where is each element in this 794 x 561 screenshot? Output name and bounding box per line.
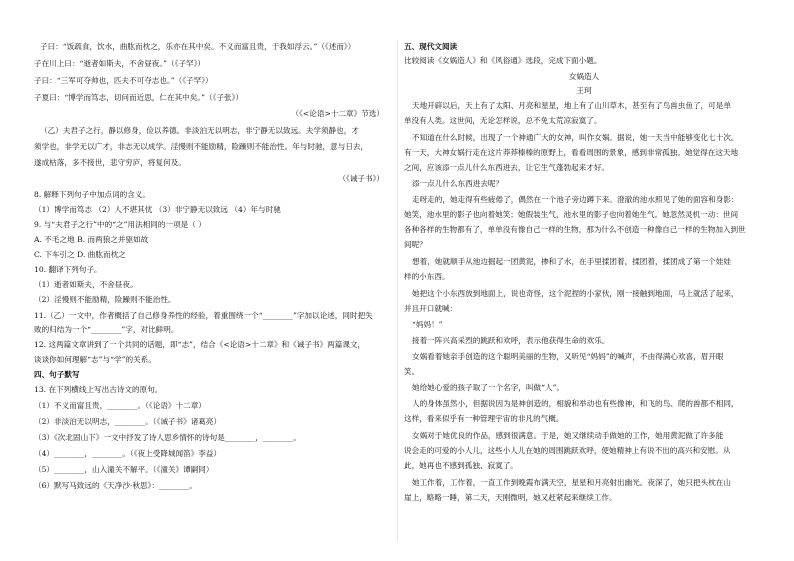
question-13-item: （5）________，山入潼关不解平。（《潼关》谭嗣同）	[34, 465, 214, 474]
question-12: 谈谈你如何理解“志”与“学”的关系。	[34, 355, 156, 364]
passage-line: 子曰：“饭疏食，饮水，曲肱而枕之，乐亦在其中矣。不义而富且贵，于我如浮云。”（《述而》）	[40, 42, 356, 51]
article-line: 不知道在什么时候，出现了一个神通广大的女神，叫作女娲。据说，她一天当中能够变化七十次。	[412, 133, 739, 142]
question-12: 12. 这两篇文章讲到了一个共同的话题，即“志”，结合《<论语>十二章》和《诫子书》两篇课文，	[34, 340, 366, 349]
article-line: 有一天，大神女娲行走在这片莽莽榛榛的原野上，看看周围的景象，感到非常孤独。她觉得在这天地	[404, 148, 739, 157]
article-title: 女娲造人	[568, 72, 600, 81]
article-line: 她把这个小东西放到地面上，说也奇怪，这个泥捏的小家伙，刚一接触到地面，马上就活了起来，	[412, 289, 739, 298]
question-11: 11.（乙）一文中，作者概括了自己修身养性的经验，着重围绕一个“________”字加以论述，同时把失	[34, 311, 373, 320]
instructions: 比较阅读《女娲造人》和《风俗通》选段，完成下面小题。	[404, 56, 602, 65]
article-line: 想着，她就顺手从池边掘起一团黄泥，掺和了水，在手里揉团着，揉团着，揉团成了第一个娃娃	[412, 257, 731, 266]
passage-line: （乙）夫君子之行，静以修身，俭以养德。非淡泊无以明志，非宁静无以致远。夫学须静也，才	[40, 126, 359, 135]
passage-line: 子夏曰：“博学而笃志，切问而近思，仁在其中矣。”（《子张》）	[34, 93, 243, 102]
article-line: 她笑，池水里的影子也向着她笑；她假装生气，池水里的影子也向着她生气。她忽然灵机一动：世间	[404, 210, 739, 219]
question-10-item: （1）逝者如斯夫，不舍昼夜。	[34, 280, 138, 289]
question-9: 9. 与“夫君子之行”中的“之”用法相同的一项是（ ）	[34, 220, 206, 229]
passage-line: 子曰：“三军可夺帅也，匹夫不可夺志也。”（《子罕》）	[34, 76, 213, 85]
article-line: 她工作着，工作着，一直工作到晚霞布满天空，星星和月亮射出幽光。夜深了，她只把头枕在山	[412, 478, 731, 487]
article-line: 之间，应该添一点儿什么东西进去，让它生气蓬勃起来才好。	[404, 163, 610, 172]
question-13: 13. 在下列横线上写出古诗文的原句。	[34, 385, 163, 394]
article-line: 人的身体虽然小，但据说因为是神创造的，相貌和举动也有些像神，和飞的鸟、爬的兽都不相同，	[412, 399, 739, 408]
question-13-item: （6）默写马致远的《天净沙·秋思》：________。	[34, 481, 197, 490]
article-author: 王珂	[576, 86, 592, 95]
article-line: 接着一阵兴高采烈的跳跃和欢呼，表示他获得生命的欢乐。	[412, 336, 610, 345]
article-line: 她给她心爱的孩子取了一个名字，叫做“人”。	[412, 383, 565, 392]
passage-line: 遂成枯落，多不接世，悲守穷庐，将复何及。	[34, 158, 186, 167]
question-8-items: （1）博学而笃志 （2）人不堪其忧 （3）非宁静无以致远 （4）年与时驰	[34, 205, 281, 214]
question-13-item: （4）________，________。（《夜上受降城闻笛》李益）	[34, 449, 222, 458]
section-heading: 五、现代文阅读	[404, 42, 458, 51]
article-line: 女娲看着她亲手创造的这个聪明美丽的生物，又听见“妈妈”的喊声，不由得满心欢喜，眉开眼	[412, 352, 724, 361]
question-11: 败的归结为一个“________”字，对比鲜明。	[34, 325, 179, 334]
article-line: 笑。	[404, 367, 420, 376]
article-line: 走呀走的，她走得有些疲倦了，偶然在一个池子旁边蹲下来。澄澈的池水照见了她的面容和身影：	[412, 195, 739, 204]
passage-line: 子在川上曰：“逝者如斯夫，不舍昼夜。”（《子罕》）	[34, 59, 206, 68]
source-citation: （《<论语>十二章》节选）	[291, 109, 384, 118]
question-13-item: （2）非淡泊无以明志，________。（《诫子书》诸葛亮）	[34, 417, 222, 426]
article-line: 女娲对于她优良的作品，感到很满意。于是，她又继续动手做她的工作，她用黄泥做了许多能	[412, 431, 724, 440]
article-line: 崖上，略略一睡，第二天，天刚微明，她又赶紧起来继续工作。	[404, 493, 617, 502]
question-8: 8. 解释下列句子中加点词的含义。	[34, 190, 150, 199]
article-line: 此，她再也不感到孤独、寂寞了。	[404, 461, 518, 470]
article-line: 天地开辟以后，天上有了太阳、月亮和星星，地上有了山川草木，甚至有了鸟兽虫鱼了，可是单	[412, 101, 731, 110]
article-line: 样的小东西。	[404, 272, 450, 281]
article-line: 间呢？	[404, 240, 427, 249]
source-citation: （《诫子书》）	[338, 174, 384, 183]
article-line: “妈妈！”	[412, 320, 443, 329]
article-line: 这样，看来似乎有一种管理宇宙的非凡的气概。	[404, 414, 564, 423]
column-divider	[397, 40, 398, 540]
question-9-options: A. 不毛之地 B. 而两狼之并驱如故	[34, 235, 149, 244]
question-10-item: （2）淫慢则不能励精，险躁则不能治性。	[34, 295, 176, 304]
question-9-options: C. 下车引之 D. 曲肱而枕之	[34, 250, 126, 259]
passage-line: 须学也，非学无以广才，非志无以成学。淫慢则不能励精，险躁则不能治性。年与时驰，意与日去，	[34, 142, 369, 151]
article-line: 单没有人类。这世间，无论怎样说，总不免太荒凉寂寞了。	[404, 116, 602, 125]
article-line: 并且开口就喊：	[404, 304, 458, 313]
section-heading: 四、句子默写	[34, 370, 80, 379]
article-line: 各种各样的生物都有了，单单没有像自己一样的生物，那为什么不创造一种像自己一样的生物加入到世	[404, 225, 746, 234]
article-line: 添一点儿什么东西进去呢？	[412, 179, 504, 188]
question-13-item: （3）《次北固山下》一文中抒发了诗人思乡情怀的诗句是________，________。	[34, 433, 301, 442]
question-10: 10. 翻译下列句子。	[34, 265, 102, 274]
question-13-item: （1）不义而富且贵，________。（《论语》十二章）	[34, 401, 206, 410]
article-line: 说会走的可爱的小人儿，这些小人儿在她的周围跳跃欢呼，使她精神上有说不出的高兴和安慰。从	[404, 446, 731, 455]
